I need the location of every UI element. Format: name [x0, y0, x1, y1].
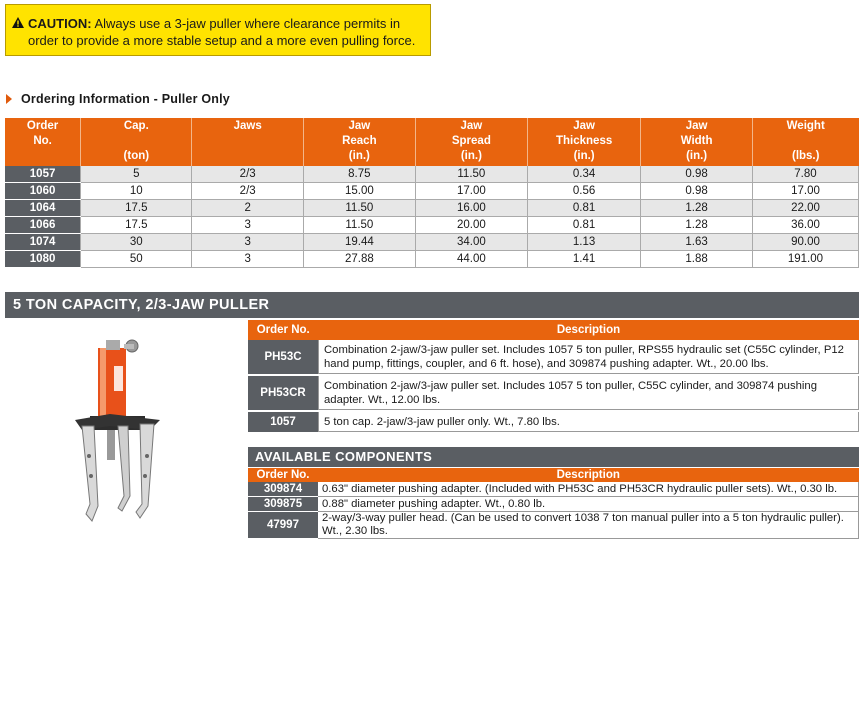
column-header-line [194, 149, 300, 164]
header-description: Description [319, 320, 859, 340]
column-header [81, 118, 192, 166]
header-order-no: Order No. [248, 320, 319, 340]
order-no-cell: 1066 [5, 217, 81, 234]
components-table-wrap [248, 468, 859, 542]
order-no-cell: 1057 [5, 166, 81, 183]
order-no-cell: 1060 [5, 183, 81, 200]
table-cell: 0.81 [527, 217, 640, 234]
table-cell: 7.80 [752, 166, 858, 183]
order-no-cell: 1074 [5, 234, 81, 251]
description-cell: 0.88" diameter pushing adapter. Wt., 0.80 lb. [318, 497, 859, 512]
table-cell: 1.28 [641, 200, 753, 217]
column-header [192, 118, 303, 166]
column-header-line: (lbs.) [791, 150, 820, 162]
table-cell: 3 [192, 217, 303, 234]
table-cell: 2/3 [192, 166, 303, 183]
table-row [248, 375, 859, 411]
table-cell: 17.00 [415, 183, 527, 200]
column-header-line: Thickness [555, 135, 613, 147]
table-cell: 27.88 [303, 251, 415, 268]
column-header-line: Jaw [460, 120, 483, 132]
table-row [248, 482, 859, 497]
puller-photo [70, 336, 180, 526]
column-header-line: (in.) [686, 150, 708, 162]
table-cell: 34.00 [415, 234, 527, 251]
table-cell: 17.00 [752, 183, 858, 200]
column-header-line [194, 134, 300, 149]
order-no-cell: 1057 [248, 411, 319, 433]
table-row [5, 251, 859, 268]
column-header [752, 118, 858, 166]
column-header [303, 118, 415, 166]
column-header [527, 118, 640, 166]
ordering-title-text: Ordering Information - Puller Only [21, 92, 230, 106]
column-header [5, 118, 81, 166]
table-cell: 11.50 [303, 217, 415, 234]
column-header-line: Cap. [123, 120, 149, 132]
table-row [5, 183, 859, 200]
table-cell: 22.00 [752, 200, 858, 217]
table-cell: 1.63 [641, 234, 753, 251]
table-cell: 19.44 [303, 234, 415, 251]
column-header-line: Jaw [573, 120, 595, 132]
caution-text-2: order to provide a more stable setup and a more even pulling force. [28, 33, 416, 48]
header-order-no: Order No. [248, 468, 318, 482]
caution-label: CAUTION: [28, 16, 92, 31]
table-cell: 2 [192, 200, 303, 217]
table-cell: 15.00 [303, 183, 415, 200]
warning-triangle-icon [12, 15, 25, 32]
table-row [248, 512, 859, 539]
table-cell: 11.50 [415, 166, 527, 183]
table-cell: 20.00 [415, 217, 527, 234]
description-cell: 0.63" diameter pushing adapter. (Included with PH53C and PH53CR hydraulic puller sets). Wt., 0.30 lb. [318, 482, 859, 497]
table-cell: 1.13 [527, 234, 640, 251]
column-header-line: (in.) [573, 150, 595, 162]
table-cell: 44.00 [415, 251, 527, 268]
table-cell: 1.41 [527, 251, 640, 268]
order-no-cell: 47997 [248, 512, 318, 539]
table-cell: 17.5 [81, 200, 192, 217]
table-cell: 3 [192, 251, 303, 268]
table-cell: 11.50 [303, 200, 415, 217]
header-description: Description [318, 468, 859, 482]
table-cell: 191.00 [752, 251, 858, 268]
ordering-title [6, 92, 230, 106]
table-cell: 0.81 [527, 200, 640, 217]
order-no-cell: 309875 [248, 497, 318, 512]
column-header-line: No. [33, 135, 52, 147]
column-header-line [755, 134, 857, 149]
ordering-table [5, 118, 859, 268]
table-row [5, 217, 859, 234]
table-cell: 8.75 [303, 166, 415, 183]
column-header-line: Weight [786, 120, 825, 132]
table-cell: 1.88 [641, 251, 753, 268]
table-row [248, 411, 859, 433]
description-cell: 2-way/3-way puller head. (Can be used to convert 1038 7 ton manual puller into a 5 ton hydraulic puller). Wt., 2.30 lbs. [318, 512, 859, 539]
table-cell: 16.00 [415, 200, 527, 217]
table-cell: 2/3 [192, 183, 303, 200]
product-table [248, 320, 859, 434]
description-cell: Combination 2-jaw/3-jaw puller set. Includes 1057 5 ton puller, C55C cylinder, and 309874 pushing adapter. Wt., 12.00 lbs. [319, 375, 859, 411]
table-cell: 36.00 [752, 217, 858, 234]
order-no-cell: 1080 [5, 251, 81, 268]
product-title: 5 TON CAPACITY, 2/3-JAW PULLER [5, 292, 859, 318]
table-cell: 1.28 [641, 217, 753, 234]
table-cell: 10 [81, 183, 192, 200]
order-no-cell: 1064 [5, 200, 81, 217]
table-cell: 90.00 [752, 234, 858, 251]
table-cell: 0.98 [641, 183, 753, 200]
column-header-line: Width [680, 135, 713, 147]
table-row [5, 234, 859, 251]
description-cell: Combination 2-jaw/3-jaw puller set. Includes 1057 5 ton puller, RPS55 hydraulic set (C55C cylinder, P12 hand pump, fittings, coupler, and 6 ft. hose), and 309874 pushing adapter. Wt., 20.00 lbs. [319, 340, 859, 375]
components-title: AVAILABLE COMPONENTS [248, 447, 859, 467]
table-cell: 50 [81, 251, 192, 268]
column-header-line: Order [26, 120, 59, 132]
column-header-line: (in.) [460, 150, 482, 162]
column-header [415, 118, 527, 166]
description-cell: 5 ton cap. 2-jaw/3-jaw puller only. Wt., 7.80 lbs. [319, 411, 859, 433]
table-cell: 0.34 [527, 166, 640, 183]
order-no-cell: PH53C [248, 340, 319, 375]
order-no-cell: PH53CR [248, 375, 319, 411]
column-header-line: Spread [451, 135, 491, 147]
table-row [5, 166, 859, 183]
table-cell: 17.5 [81, 217, 192, 234]
table-cell: 0.98 [641, 166, 753, 183]
table-cell: 0.56 [527, 183, 640, 200]
caution-box [5, 4, 431, 56]
column-header-line [83, 134, 189, 149]
column-header-line: Reach [342, 135, 377, 147]
table-row [5, 200, 859, 217]
arrow-bullet-icon [6, 94, 12, 104]
column-header-line [7, 149, 78, 164]
order-no-cell: 309874 [248, 482, 318, 497]
table-row [248, 497, 859, 512]
column-header-line: Jaw [348, 120, 371, 132]
table-cell: 30 [81, 234, 192, 251]
column-header-line: (ton) [123, 150, 150, 162]
table-row [248, 340, 859, 375]
column-header [641, 118, 753, 166]
caution-text-1: Always use a 3-jaw puller where clearance permits in [94, 16, 401, 31]
components-table [248, 468, 859, 539]
table-cell: 5 [81, 166, 192, 183]
table-cell: 3 [192, 234, 303, 251]
column-header-line: Jaws [233, 120, 262, 132]
column-header-line: (in.) [348, 150, 370, 162]
column-header-line: Jaw [685, 120, 708, 132]
